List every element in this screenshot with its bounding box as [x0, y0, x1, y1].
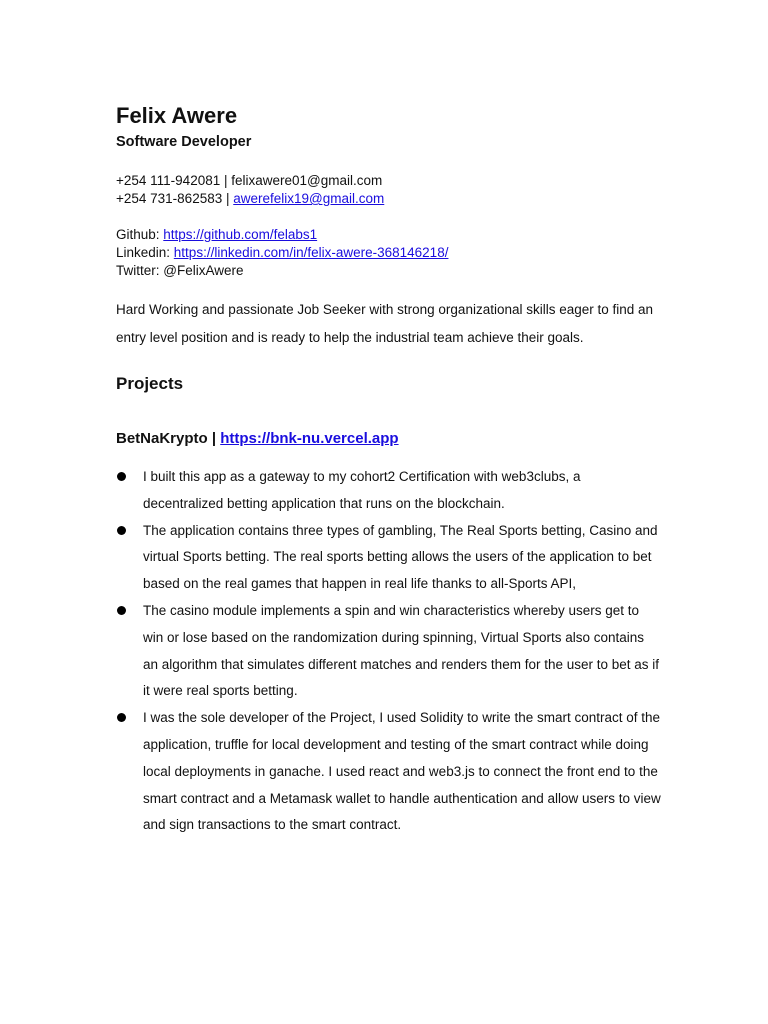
bullet-icon — [117, 606, 126, 615]
list-item — [116, 518, 661, 598]
bullet-text: I built this app as a gateway to my cohort2 Certification with web3clubs, a decentralized betting application that runs on the blockchain. — [143, 469, 581, 511]
github-link[interactable]: https://github.com/felabs1 — [163, 227, 318, 242]
bullet-text: The application contains three types of gambling, The Real Sports betting, Casino and virtual Sports betting. The real sports betting allows the users of the application to bet based on the real games that happen in real life thanks to all-Sports API, — [143, 522, 658, 592]
list-item — [116, 705, 661, 839]
job-title: Software Developer — [116, 134, 252, 150]
spacer — [116, 208, 661, 226]
projects-heading: Projects — [116, 374, 184, 393]
project-separator: | — [207, 430, 221, 447]
project-title — [116, 428, 661, 450]
email-2-link[interactable]: awerefelix19@gmail.com — [233, 191, 385, 206]
linkedin-line — [116, 244, 661, 262]
project-name: BetNaKrypto — [116, 430, 208, 447]
project-link[interactable]: https://bnk-nu.vercel.app — [220, 430, 399, 447]
phone-1: +254 111-942081 — [116, 173, 221, 188]
email-1: felixawere01@gmail.com — [231, 173, 383, 188]
summary-paragraph: Hard Working and passionate Job Seeker with strong organizational skills eager to find an entry level position and is ready to help the industrial team achieve their goals. — [116, 302, 654, 345]
github-label: Github: — [116, 227, 164, 242]
bullet-text: The casino module implements a spin and win characteristics whereby users get to win or lose based on the randomization during spinning, Virtual Sports also contains an algorithm that simulates different matches and renders them for the user to bet as if it were real sports betting. — [143, 602, 660, 699]
list-item — [116, 464, 661, 518]
contact-line-1 — [116, 172, 661, 190]
twitter-handle: @FelixAwere — [163, 263, 244, 278]
contact-separator: | — [222, 191, 234, 206]
linkedin-label: Linkedin: — [116, 245, 174, 260]
list-item — [116, 598, 661, 705]
linkedin-link[interactable]: https://linkedin.com/in/felix-awere-368146218/ — [173, 245, 449, 260]
twitter-label: Twitter: — [116, 263, 164, 278]
contact-separator: | — [220, 173, 232, 188]
twitter-line — [116, 262, 661, 280]
phone-2: +254 731-862583 — [116, 191, 223, 206]
bullet-icon — [117, 526, 126, 535]
bullet-icon — [117, 472, 126, 481]
contact-line-2 — [116, 190, 661, 208]
candidate-name: Felix Awere — [116, 103, 238, 128]
resume-page — [116, 100, 661, 839]
bullet-text: I was the sole developer of the Project, I used Solidity to write the smart contract of the application, truffle for local development and testing of the smart contract while doing local deployments in ganache. I used react and web3.js to connect the front end to the smart contract and a Metamask wallet to handle authentication and allow users to view and sign transactions to the smart contract. — [143, 710, 661, 833]
project-bullet-list — [116, 464, 661, 839]
github-line — [116, 226, 661, 244]
bullet-icon — [117, 713, 126, 722]
